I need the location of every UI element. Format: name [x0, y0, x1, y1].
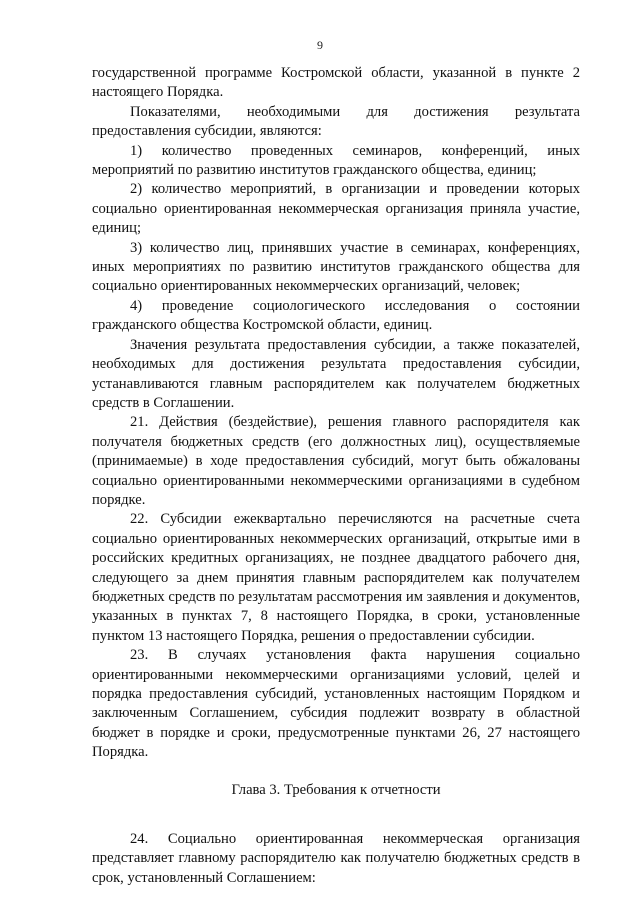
list-item: 3) количество лиц, принявших участие в семинарах, конференциях, иных мероприятиях по развитию институтов гражданского общества для социально ориентированных некоммерческих организаций, человек;	[92, 239, 580, 295]
clause-22: 22. Субсидии ежеквартально перечисляются на расчетные счета социально ориентированных некоммерческих организаций, открытые ими в российских кредитных организациях, не позднее двадцатого рабочего дня, следующего за днем принятия главным распорядителем как получателем бюджетных средств по результатам рассмотрения им заявления и документов, указанных в пунктах 7, 8 настоящего Порядка, в сроки, установленные пунктом 13 настоящего Порядка, решения о предоставлении субсидии.	[92, 511, 580, 644]
document-body	[92, 64, 580, 888]
clause-23: 23. В случаях установления факта нарушения социально ориентированными некоммерческими организациями условий, целей и порядка предоставления субсидий, установленных настоящим Порядком и заключенным Соглашением, субсидия подлежит возврату в областной бюджет в порядке и сроки, предусмотренные пунктами 26, 27 настоящего Порядка.	[92, 647, 580, 761]
chapter-heading: Глава 3. Требования к отчетности	[231, 781, 441, 798]
page-number: 9	[317, 38, 323, 52]
clause-21: 21. Действия (бездействие), решения главного распорядителя как получателя бюджетных средств (его должностных лиц), осуществляемые (принимаемые) в ходе предоставления субсидий, могут быть обжалованы социально ориентированными некоммерческими организациями в судебном порядке.	[92, 414, 580, 508]
paragraph: Значения результата предоставления субсидии, а также показателей, необходимых для достижения результата предоставления субсидии, устанавливаются главным распорядителем как получателем бюджетных средств в Соглашении.	[92, 336, 580, 411]
paragraph: Показателями, необходимыми для достижения результата предоставления субсидии, являются:	[92, 103, 580, 140]
paragraph: государственной программе Костромской области, указанной в пункте 2 настоящего Порядка.	[92, 65, 580, 101]
list-item: 1) количество проведенных семинаров, конференций, иных мероприятий по развитию институтов гражданского общества, единиц;	[92, 142, 580, 179]
list-item: 4) проведение социологического исследования о состоянии гражданского общества Костромской области, единиц.	[92, 297, 580, 334]
clause-24: 24. Социально ориентированная некоммерческая организация представляет главному распорядителю как получателю бюджетных средств в срок, установленный Соглашением:	[92, 831, 580, 886]
list-item: 2) количество мероприятий, в организации и проведении которых социально ориентированная некоммерческая организация приняла участие, единиц;	[92, 181, 580, 237]
